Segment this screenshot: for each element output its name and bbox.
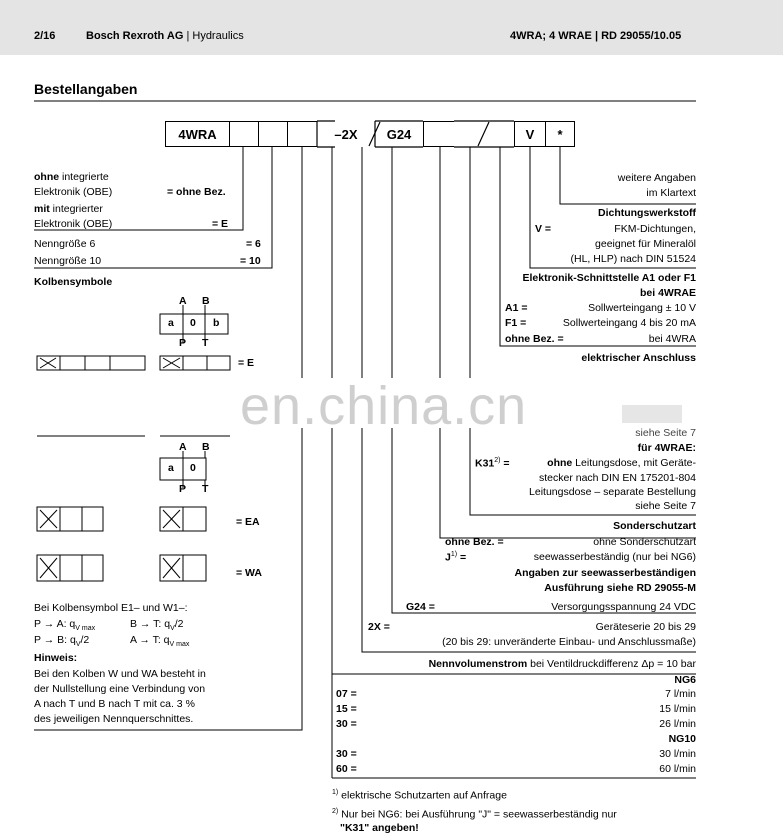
note-line3a: P → B: $q_V/2$ bbox=[34, 634, 90, 649]
hinweis-line4: des jeweiligen Nennquerschnittes. bbox=[34, 713, 194, 725]
header-company: Bosch Rexroth AG | Hydraulics bbox=[86, 30, 244, 42]
code-box-seal: V bbox=[514, 121, 545, 147]
ohne-bez-code: ohne Bez. = bbox=[505, 333, 564, 345]
sonder-note1: Angaben zur seewasserbeständigen bbox=[514, 567, 696, 579]
series-note: (20 bis 29: unveränderte Einbau- und Anschlussmaße) bbox=[442, 636, 696, 648]
code-box-protection bbox=[423, 121, 454, 147]
code-box-type: 4WRA bbox=[165, 121, 229, 147]
flow-value-30-ng10: 30 l/min bbox=[659, 748, 696, 760]
note-line3b: A → T: $q_{V max}$ bbox=[130, 634, 190, 649]
hinweis-title: Hinweis: bbox=[34, 652, 78, 664]
a1-value: Sollwerteingang ± 10 V bbox=[588, 302, 696, 314]
dichtung-v-code: V = bbox=[535, 223, 552, 235]
sonder-j-code: $J^{1)}$ = bbox=[445, 551, 467, 564]
valve-symbol-wa bbox=[37, 555, 206, 581]
weitere-line2: im Klartext bbox=[646, 187, 696, 199]
dichtung-title: Dichtungswerkstoff bbox=[597, 207, 696, 219]
k31-line2: stecker nach DIN EN 175201-804 bbox=[538, 472, 696, 484]
elektronik-title2: bei 4WRAE bbox=[639, 287, 696, 299]
hinweis-line3: A nach T und B nach T mit ca. 3 % bbox=[34, 698, 195, 710]
port-p-label: P bbox=[179, 337, 187, 349]
flow-code-15: 15 = bbox=[336, 703, 357, 715]
port-t-label-2: T bbox=[202, 483, 209, 495]
footnote-2b: "K31" angeben! bbox=[340, 822, 419, 834]
sonder-note2: Ausführung siehe RD 29055-M bbox=[544, 582, 696, 594]
flow-code-60: 60 = bbox=[336, 763, 357, 775]
hinweis-line1: Bei den Kolben W und WA besteht in bbox=[34, 668, 206, 680]
note-line2a: P → A: $q_{V max}$ bbox=[34, 618, 96, 633]
obe-ohne-line2: Elektronik (OBE) bbox=[34, 186, 113, 198]
code-box-extra: * bbox=[545, 121, 575, 147]
gray-patch bbox=[622, 405, 682, 423]
port-a-label: A bbox=[179, 295, 187, 307]
pos-a-label-2: a bbox=[168, 462, 174, 474]
code-box-ng bbox=[258, 121, 287, 147]
footnote-2a: $^{2)}$ Nur bei NG6: bei Ausführung "J" = seewasserbeständig nur bbox=[332, 808, 617, 821]
flow-code-30-ng6: 30 = bbox=[336, 718, 357, 730]
hinweis-line2: der Nullstellung eine Verbindung von bbox=[34, 683, 206, 695]
code-box-series: –2X bbox=[334, 126, 358, 142]
note-line2b: B → T: $q_V/2$ bbox=[130, 618, 184, 633]
ng10-value: = 10 bbox=[240, 255, 261, 267]
obe-mit-line2: Elektronik (OBE) bbox=[34, 218, 113, 230]
pos-0-label-2: 0 bbox=[190, 462, 196, 474]
pos-a-label: a bbox=[168, 317, 174, 329]
symbol-ea-label: = EA bbox=[236, 516, 260, 528]
note-line1: Bei Kolbensymbol E1– und W1–: bbox=[34, 602, 188, 614]
symbol-e-label: = E bbox=[238, 357, 255, 369]
g24-value: Versorgungsspannung 24 VDC bbox=[551, 601, 696, 613]
section-title: Bestellangaben bbox=[34, 81, 138, 97]
g24-code: G24 = bbox=[406, 601, 435, 613]
sonder-title: Sonderschutzart bbox=[613, 520, 696, 532]
port-a-label-2: A bbox=[179, 441, 187, 453]
k31-line3: Leitungsdose – separate Bestellung bbox=[529, 486, 696, 498]
ng10-label: Nenngröße 10 bbox=[34, 255, 102, 267]
flow-value-15: 15 l/min bbox=[659, 703, 696, 715]
obe-mit-line1: mit integrierter bbox=[34, 203, 103, 215]
k31-line4: siehe Seite 7 bbox=[635, 500, 696, 512]
sonder-ohne-value: ohne Sonderschutzart bbox=[593, 536, 696, 548]
port-t-label: T bbox=[202, 337, 209, 349]
flow-code-30-ng10: 30 = bbox=[336, 748, 357, 760]
port-p-label-2: P bbox=[179, 483, 187, 495]
flow-code-07: 07 = bbox=[336, 688, 357, 700]
obe-ohne-line1: ohne integrierte bbox=[34, 171, 109, 183]
fuer-4wrae: für 4WRAE: bbox=[637, 442, 696, 454]
obe-mit-value: = E bbox=[212, 218, 229, 230]
footnote-1: $^{1)}$ elektrische Schutzarten auf Anfrage bbox=[332, 789, 507, 802]
dichtung-v-line2: geeignet für Mineralöl bbox=[595, 238, 696, 250]
ng6-header: NG6 bbox=[674, 674, 696, 686]
kolbensymbole-title: Kolbensymbole bbox=[34, 276, 113, 288]
f1-code: F1 = bbox=[505, 317, 527, 329]
port-b-label: B bbox=[202, 295, 210, 307]
pos-0-label: 0 bbox=[190, 317, 196, 329]
ng6-label: Nenngröße 6 bbox=[34, 238, 96, 250]
pos-b-label: b bbox=[213, 317, 220, 329]
sonder-j-value: seewasserbeständig (nur bei NG6) bbox=[533, 551, 696, 563]
anschluss-title: elektrischer Anschluss bbox=[581, 352, 696, 364]
siehe-seite7-a: siehe Seite 7 bbox=[635, 427, 696, 439]
k31-line1: ohne Leitungsdose, mit Geräte- bbox=[547, 457, 696, 469]
weitere-line1: weitere Angaben bbox=[617, 172, 696, 184]
header-doc: 4WRA; 4 WRAE | RD 29055/10.05 bbox=[510, 30, 682, 42]
series-value: Geräteserie 20 bis 29 bbox=[595, 621, 696, 633]
f1-value: Sollwerteingang 4 bis 20 mA bbox=[562, 317, 696, 329]
flow-value-07: 7 l/min bbox=[665, 688, 696, 700]
code-box-symbol bbox=[287, 121, 317, 147]
series-code: 2X = bbox=[368, 621, 390, 633]
dichtung-v-line3: (HL, HLP) nach DIN 51524 bbox=[570, 253, 696, 265]
valve-symbol-ea bbox=[37, 507, 206, 531]
a1-code: A1 = bbox=[505, 302, 528, 314]
watermark: en.china.cn bbox=[240, 376, 528, 436]
port-b-label-2: B bbox=[202, 441, 210, 453]
nenn-title: Nennvolumenstrom bei Ventildruckdifferenz Δp = 10 bar bbox=[428, 658, 696, 670]
elektronik-title1: Elektronik-Schnittstelle A1 oder F1 bbox=[522, 272, 696, 284]
ng6-value: = 6 bbox=[246, 238, 261, 250]
dichtung-v-line1: FKM-Dichtungen, bbox=[614, 223, 696, 235]
sonder-ohne-code: ohne Bez. = bbox=[445, 536, 504, 548]
obe-ohne-value: = ohne Bez. bbox=[167, 186, 226, 198]
code-box-obe bbox=[229, 121, 258, 147]
k31-code: $K31^{2)}$ = bbox=[475, 457, 510, 470]
page-number: 2/16 bbox=[34, 30, 56, 42]
code-box-interface bbox=[454, 121, 514, 147]
flow-value-60: 60 l/min bbox=[659, 763, 696, 775]
ohne-bez-value: bei 4WRA bbox=[648, 333, 696, 345]
flow-value-30-ng6: 26 l/min bbox=[659, 718, 696, 730]
code-box-voltage: G24 bbox=[386, 126, 412, 142]
symbol-wa-label: = WA bbox=[236, 567, 262, 579]
ng10-header: NG10 bbox=[668, 733, 696, 745]
